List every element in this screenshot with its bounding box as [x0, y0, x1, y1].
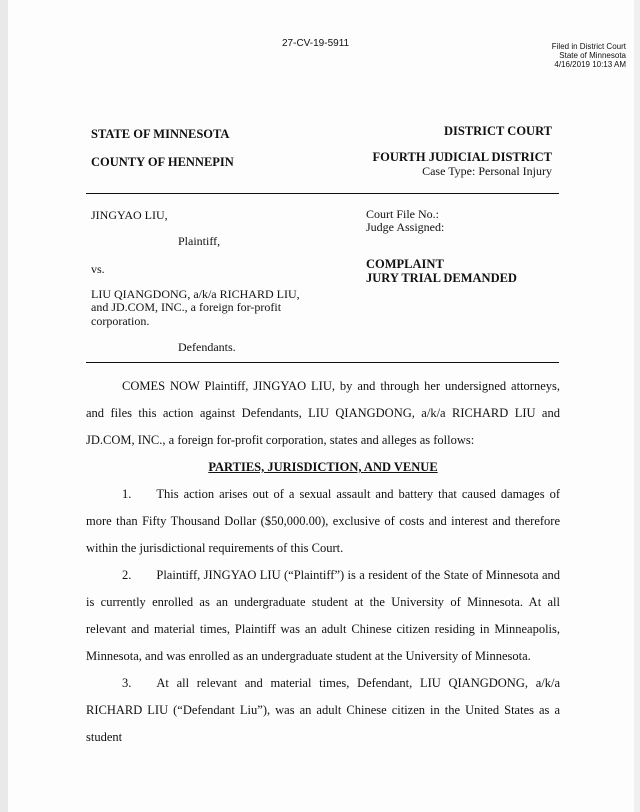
- paragraph-3: 3. At all relevant and material times, Defendant, LIU QIANGDONG, a/k/a RICHARD LIU (“Defendant Liu”), was an adult Chinese citizen in the United States as a student: [86, 676, 560, 744]
- district-heading: FOURTH JUDICIAL DISTRICT: [372, 150, 552, 164]
- defendants-line: and JD.COM, INC., a foreign for-profit: [91, 300, 282, 314]
- defendants-label: Defendants.: [178, 340, 236, 354]
- case-number: 27-CV-19-5911: [282, 38, 350, 49]
- case-type: Case Type: Personal Injury: [422, 164, 552, 178]
- page-edge-left: [0, 0, 8, 812]
- defendants-line: corporation.: [91, 314, 150, 328]
- defendants-line: LIU QIANGDONG, a/k/a RICHARD LIU,: [91, 287, 300, 301]
- jury-demand: JURY TRIAL DEMANDED: [366, 271, 517, 285]
- court-heading: DISTRICT COURT: [443, 124, 552, 138]
- filed-stamp-line: State of Minnesota: [559, 51, 626, 60]
- complaint-title: COMPLAINT: [366, 257, 444, 271]
- page-edge-right: [634, 0, 640, 812]
- caption-rule-bottom: [86, 362, 559, 363]
- paragraph-2: 2. Plaintiff, JINGYAO LIU (“Plaintiff”) is a resident of the State of Minnesota and is currently enrolled as an undergraduate student at the University of Minnesota. At all relevant and material times, Plaintiff was an adult Chinese citizen residing in Minneapolis, Minnesota, and was enrolled as an undergraduate student at the University of Minnesota.: [86, 568, 560, 663]
- filed-stamp-line: Filed in District Court: [551, 42, 626, 51]
- filed-stamp-line: 4/16/2019 10:13 AM: [554, 60, 626, 69]
- plaintiff-name: JINGYAO LIU,: [91, 208, 168, 222]
- state-heading: STATE OF MINNESOTA: [91, 127, 230, 141]
- court-file-number: Court File No.:: [366, 207, 440, 221]
- judge-assigned: Judge Assigned:: [366, 220, 445, 234]
- complaint-body: [86, 373, 560, 751]
- county-heading: COUNTY OF HENNEPIN: [91, 155, 234, 169]
- plaintiff-label: Plaintiff,: [178, 234, 221, 248]
- intro-paragraph: COMES NOW Plaintiff, JINGYAO LIU, by and through her undersigned attorneys, and files this action against Defendants, LIU QIANGDONG, a/k/a RICHARD LIU and JD.COM, INC., a foreign for-profit corporation, states and alleges as follows:: [86, 379, 560, 447]
- section-heading: PARTIES, JURISDICTION, AND VENUE: [208, 460, 438, 474]
- paragraph-1: 1. This action arises out of a sexual assault and battery that caused damages of more than Fifty Thousand Dollar ($50,000.00), exclusive of costs and interest and therefore within the jurisdictional requirements of this Court.: [86, 487, 560, 555]
- versus-label: vs.: [91, 262, 105, 276]
- caption-rule-top: [86, 193, 559, 194]
- filed-stamp: [506, 42, 626, 69]
